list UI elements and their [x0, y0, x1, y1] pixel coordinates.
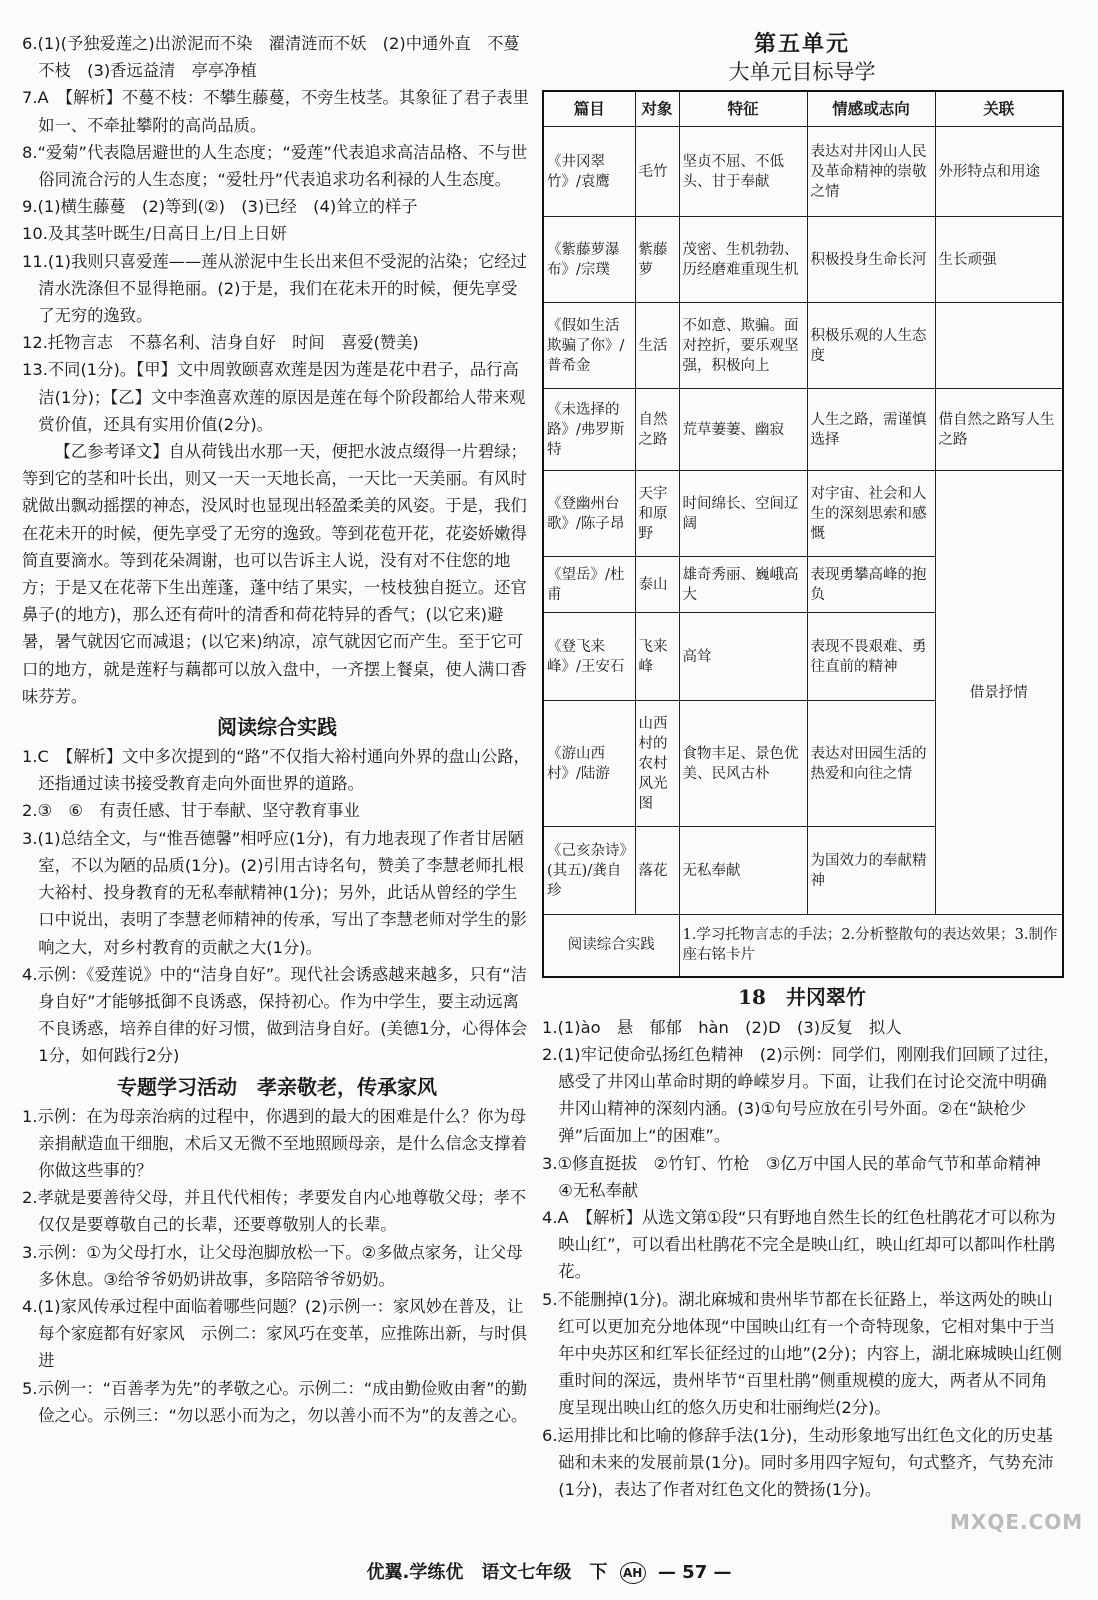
guide-title: 大单元目标导学: [728, 60, 876, 84]
cell-emotion: 人生之路，需谨慎选择: [807, 389, 935, 471]
cell-object: 飞来峰: [635, 613, 679, 701]
header-cell: 情感或志向: [807, 91, 935, 127]
answer-item: 5.示例一：“百善孝为先”的孝敬之心。示例二：“成由勤俭败由奢”的勤俭之心。示例三：“勿以恶小而为之，勿以善小而不为”的友善之心。: [22, 1378, 528, 1425]
answer-item: 4.示例：《爱莲说》中的“洁身自好”。现代社会诱惑越来越多，只有“洁身自好”才能够抵御不良诱惑，保持初心。作为中学生，要主动远离不良诱惑，培养自律的好习惯，做到洁身自好。(美德1分，心得体会1分，如何践行2分): [22, 964, 528, 1066]
ah-badge: AH: [620, 1562, 646, 1584]
answer-item: 7.A 【解析】不蔓不枝：不攀生藤蔓，不旁生枝茎。其象征了君子表里如一、不牵扯攀附的高尚品质。: [22, 88, 529, 135]
header-cell: 对象: [635, 91, 679, 127]
answer-item: 3.示例：①为父母打水，让父母泡脚放松一下。②多做点家务，让父母多休息。③给爷爷奶奶讲故事，多陪陪爷爷奶奶。: [22, 1242, 523, 1289]
cell-emotion: 表达对田园生活的热爱和向往之情: [807, 701, 935, 827]
section-title-family-tradition: 专题学习活动 孝亲敬老，传承家风: [117, 1074, 437, 1099]
cell-emotion: 表现勇攀高峰的抱负: [807, 557, 935, 613]
page-number: — 57 —: [657, 1562, 732, 1583]
book-name: 优翼.学练优 语文七年级 下: [366, 1562, 608, 1583]
cell-title: 《登飞来峰》/王安石: [543, 613, 635, 701]
cell-title: 《游山西村》/陆游: [543, 701, 635, 827]
cell-object: 生活: [635, 303, 679, 389]
header-cell: 篇目: [543, 91, 635, 127]
cell-object: 落花: [635, 827, 679, 915]
cell-link: [935, 303, 1063, 389]
unit-guide-table: [542, 90, 1064, 978]
table-header-row: [543, 91, 1063, 127]
cell-link: 外形特点和用途: [935, 127, 1063, 217]
cell-feature: 不如意、欺骗。面对控折，要乐观坚强，积极向上: [679, 303, 807, 389]
cell-link: 借自然之路写人生之路: [935, 389, 1063, 471]
practice-text: 1.学习托物言志的手法；2.分析整散句的表达效果；3.制作座右铭卡片: [679, 915, 1063, 977]
answer-item: 1.C 【解析】文中多次提到的“路”不仅指大裕村通向外界的盘山公路，还指通过读书接受教育走向外面世界的道路。: [22, 747, 530, 794]
answer-item: 3.①修直挺拔 ②竹钉、竹枪 ③亿万中国人民的革命气节和革命精神 ④无私奉献: [542, 1153, 1058, 1200]
left-column: [22, 30, 532, 1429]
cell-emotion: 表现不畏艰难、勇往直前的精神: [807, 613, 935, 701]
cell-title: 《紫藤萝瀑布》/宗璞: [543, 217, 635, 303]
answer-item: 2.孝就是要善待父母，并且代代相传；孝要发自内心地尊敬父母；孝不仅仅是要尊敬自己的长辈，还要尊敬别人的长辈。: [22, 1188, 526, 1235]
answers-block-2: [22, 743, 532, 1069]
cell-emotion: 对宇宙、社会和人生的深刻思索和感慨: [807, 471, 935, 557]
answer-item: 12.托物言志 不慕名利、洁身自好 时间 喜爱(赞美): [22, 333, 419, 353]
table-row: [543, 127, 1063, 217]
answer-item: 1.(1)ào 悬 郁郁 hàn (2)D (3)反复 拟人: [542, 1017, 902, 1037]
cell-title: 《望岳》/杜甫: [543, 557, 635, 613]
answer-item: 6.(1)(予独爱莲之)出淤泥而不染 濯清涟而不妖 (2)中通外直 不蔓不枝 (3)香远益清 亭亭净植: [22, 34, 520, 81]
cell-link: 生长顽强: [935, 217, 1063, 303]
answer-item: 13.不同(1分)。【甲】文中周敦颐喜欢莲是因为莲是花中君子，品行高洁(1分)；【乙】文中李渔喜欢莲的原因是莲在每个阶段都给人带来观赏价值，还具有实用价值(2分)。: [22, 360, 526, 434]
table-row: [543, 303, 1063, 389]
cell-feature: 坚贞不屈、不低头、甘于奉献: [679, 127, 807, 217]
answer-item: 3.(1)总结全文，与“惟吾德馨”相呼应(1分)，有力地表现了作者甘居陋室，不以为陋的品质(1分)。(2)引用古诗名句，赞美了李慧老师扎根大裕村、投身教育的无私奉献精神(1分)；另外，此话从曾经的学生口中说出，表明了李慧老师精神的传承，写出了李慧老师对学生的影响之大，对乡村教育的贡献之大(1分)。: [22, 828, 527, 957]
cell-title: 《假如生活欺骗了你》/普希金: [543, 303, 635, 389]
cell-feature: 高耸: [679, 613, 807, 701]
header-cell: 特征: [679, 91, 807, 127]
answer-item: 11.(1)我则只喜爱莲——莲从淤泥中生长出来但不受泥的沾染；它经过清水洗涤但不显得艳丽。(2)于是，我们在花未开的时候，便先享受了无穷的逸致。: [22, 251, 527, 326]
cell-link-merged: 借景抒情: [935, 471, 1063, 915]
lesson-title: 18 井冈翠竹: [738, 984, 866, 1009]
cell-object: 山西村的农村风光图: [635, 701, 679, 827]
table-row: [543, 389, 1063, 471]
cell-feature: 食物丰足、景色优美、民风古朴: [679, 701, 807, 827]
cell-emotion: 表达对井冈山人民及革命精神的崇敬之情: [807, 127, 935, 217]
watermark-logo: MXQE.COM: [950, 1510, 1084, 1534]
table-row: [543, 471, 1063, 557]
answer-item: 4.(1)家风传承过程中面临着哪些问题？(2)示例一：家风妙在普及，让每个家庭都有好家风 示例二：家风巧在变革，应推陈出新，与时俱进: [22, 1296, 527, 1371]
cell-object: 天宇和原野: [635, 471, 679, 557]
cell-object: 毛竹: [635, 127, 679, 217]
cell-feature: 雄奇秀丽、巍峨高大: [679, 557, 807, 613]
section-title-reading-practice: 阅读综合实践: [217, 715, 337, 740]
cell-title: 《井冈翠竹》/袁鹰: [543, 127, 635, 217]
answers-block-4: [542, 1014, 1062, 1504]
cell-emotion: 积极投身生命长河: [807, 217, 935, 303]
cell-title: 《登幽州台歌》/陈子昂: [543, 471, 635, 557]
answer-item: 9.(1)横生藤蔓 (2)等到(②) (3)已经 (4)耸立的样子: [22, 197, 418, 217]
answer-item: 2.(1)牢记使命弘扬红色精神 (2)示例：同学们，刚刚我们回顾了过往，感受了井冈山革命时期的峥嵘岁月。下面，让我们在讨论交流中明确井冈山精神的深刻内涵。(3)①句号应放在引号外面。②在“缺枪少弹”后面加上“的困难”。: [542, 1044, 1060, 1146]
cell-object: 泰山: [635, 557, 679, 613]
answer-item: 8.“爱菊”代表隐居避世的人生态度；“爱莲”代表追求高洁品格、不与世俗同流合污的人生态度；“爱牡丹”代表追求功名利禄的人生态度。: [22, 142, 528, 190]
answer-item: 5.不能删掉(1分)。湖北麻城和贵州毕节都在长征路上，举这两处的映山红可以更加充分地体现“中国映山红有一个奇特现象，它相对集中于当年中央苏区和红军长征经过的山地”(2分)；内容上，湖北麻城映山红侧重时间的深远，贵州毕节“百里杜鹃”侧重规模的庞大，两者从不同角度呈现出映山红的悠久历史和壮丽绚烂(2分)。: [542, 1289, 1062, 1418]
cell-feature: 时间绵长、空间辽阔: [679, 471, 807, 557]
cell-title: 《未选择的路》/弗罗斯特: [543, 389, 635, 471]
table-row-practice: [543, 915, 1063, 977]
answer-item: 4.A 【解析】从选文第①段“只有野地自然生长的红色杜鹃花才可以称为映山红”，可以看出杜鹃花不完全是映山红，映山红却可以都叫作杜鹃花。: [542, 1207, 1056, 1282]
answer-item: 6.运用排比和比喻的修辞手法(1分)，生动形象地写出红色文化的历史基础和未来的发展前景(1分)。同时多用四字短句，句式整齐，气势充沛(1分)，表达了作者对红色文化的赞扬(1分)。: [542, 1425, 1054, 1499]
answers-block-3: [22, 1103, 532, 1429]
table-row: [543, 217, 1063, 303]
answer-item: 1.示例：在为母亲治病的过程中，你遇到的最大的困难是什么？你为母亲捐献造血干细胞，术后又无微不至地照顾母亲，是什么信念支撑着你做这些事的？: [22, 1106, 527, 1180]
header-cell: 关联: [935, 91, 1063, 127]
answers-block-1: [22, 30, 532, 710]
practice-label: 阅读综合实践: [543, 915, 679, 977]
cell-feature: 茂密、生机勃勃、历经磨难重现生机: [679, 217, 807, 303]
cell-feature: 荒草萋萋、幽寂: [679, 389, 807, 471]
unit-title: 第五单元: [753, 31, 850, 57]
right-column: [542, 30, 1062, 1503]
cell-feature: 无私奉献: [679, 827, 807, 915]
translation-text: 【乙参考译文】自从荷钱出水那一天，便把水波点缀得一片碧绿；等到它的茎和叶长出，则又一天一天地长高，一天比一天美丽。有风时就做出飘动摇摆的神态，没风时也显现出轻盈柔美的风姿。于是，我们在花未开的时候，便先享受了无穷的逸致。等到花苞开花，花姿娇嫩得简直要滴水。等到花朵凋谢，也可以告诉主人说，没有对不住您的地方；于是又在花蒂下生出莲蓬，蓬中结了果实，一枝枝独自挺立。还官鼻子(的地方)，那么还有荷叶的清香和荷花特异的香气；(以它来)避暑，暑气就因它而减退；(以它来)纳凉，凉气就因它而产生。至于它可口的地方，就是莲籽与藕都可以放入盘中，一齐摆上餐桌，使人满口香味芬芳。: [22, 442, 527, 706]
cell-object: 紫藤萝: [635, 217, 679, 303]
cell-object: 自然之路: [635, 389, 679, 471]
cell-title: 《己亥杂诗》(其五)/龚自珍: [543, 827, 635, 915]
page-footer: [0, 1558, 1098, 1584]
answer-item: 2.③ ⑥ 有责任感、甘于奉献、坚守教育事业: [22, 801, 360, 821]
cell-emotion: 积极乐观的人生态度: [807, 303, 935, 389]
answer-item: 10.及其茎叶既生/日高日上/日上日妍: [22, 224, 287, 244]
cell-emotion: 为国效力的奉献精神: [807, 827, 935, 915]
